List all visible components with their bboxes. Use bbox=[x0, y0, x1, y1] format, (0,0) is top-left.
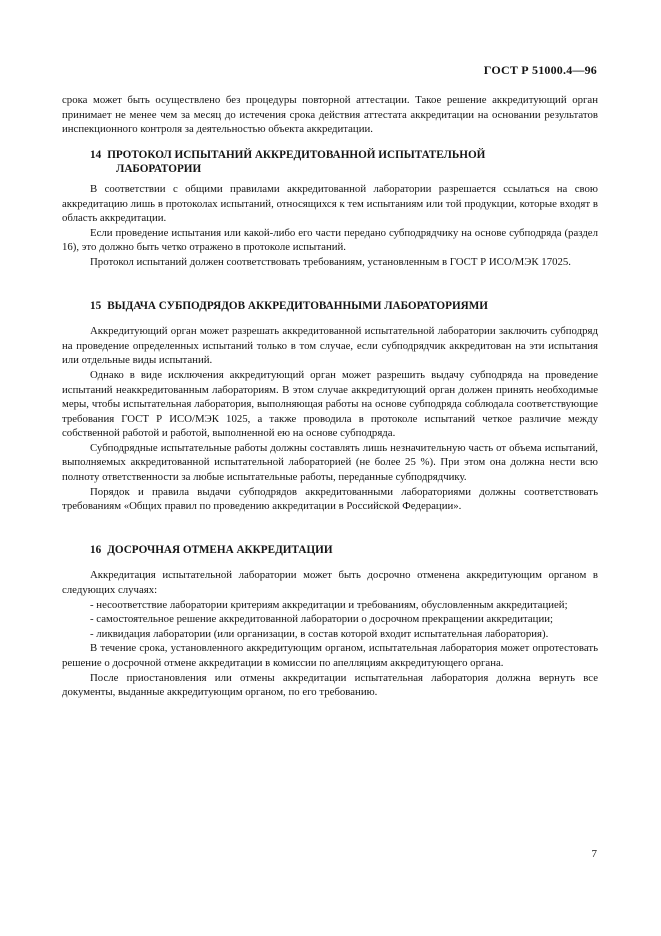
section-16-list-item-1: - несоответствие лаборатории критериям аккредитации и требованиям, обусловленным аккредитацией; bbox=[90, 598, 568, 611]
section-16-paragraph-1: Аккредитация испытательной лаборатории может быть досрочно отменена аккредитующим органом в следующих случаях: bbox=[62, 569, 598, 597]
section-15-number: 15 bbox=[90, 299, 102, 312]
section-15-paragraph-3: Субподрядные испытательные работы должны составлять лишь незначительную часть от объема испытаний, выполняемых аккредитованной испытательной лабораторией (не более 25 %). При этом она должна нести всю полноту ответственности за любые испытательные работы, переданные субподрядчику. bbox=[62, 441, 598, 484]
section-14-number: 14 bbox=[90, 148, 102, 161]
section-16-paragraph-3: После приостановления или отмены аккредитации испытательная лаборатория должна вернуть все документы, выданные аккредитующим органом, по его требованию. bbox=[62, 671, 598, 699]
section-14-paragraph-1: В соответствии с общими правилами аккредитованной лаборатории разрешается ссылаться на свою аккредитацию лишь в протоколах испытаний, относящихся к тем испытаниям или той продукции, которые входят в область аккредитации. bbox=[62, 182, 598, 225]
document-standard-id: ГОСТ Р 51000.4—96 bbox=[483, 63, 597, 77]
section-15-paragraph-1: Аккредитующий орган может разрешать аккредитованной испытательной лаборатории заключить субподряд на проведение определенных испытаний только в том случае, если субподрядчик аккредитован на эти испытания или отдельные виды испытаний. bbox=[62, 325, 598, 367]
section-14-title-line1: ПРОТОКОЛ ИСПЫТАНИЙ АККРЕДИТОВАННОЙ ИСПЫТАТЕЛЬНОЙ bbox=[107, 148, 486, 161]
section-14-paragraph-3: Протокол испытаний должен соответствовать требованиям, установленным в ГОСТ Р ИСО/МЭК 17025. bbox=[90, 255, 571, 268]
section-16-paragraph-2: В течение срока, установленного аккредитующим органом, испытательная лаборатория может опротестовать решение о досрочной отмене аккредитации в комиссии по апелляциям аккредитующего органа. bbox=[62, 642, 598, 669]
page-number: 7 bbox=[591, 848, 597, 860]
section-16-heading bbox=[62, 543, 598, 558]
section-14-title-line2: ЛАБОРАТОРИИ bbox=[116, 163, 202, 176]
section-16-list-item-2: - самостоятельное решение аккредитованной лаборатории о досрочном прекращении аккредитации; bbox=[90, 613, 553, 626]
section-15-heading bbox=[62, 299, 598, 314]
intro-paragraph: срока может быть осуществлено без процедуры повторной аттестации. Такое решение аккредитующий орган принимает не менее чем за месяц до истечения срока действия аттестата аккредитации на основании результатов инспекционного контроля за деятельностью объекта аккредитации. bbox=[62, 94, 598, 136]
section-16-list-item-3: - ликвидация лаборатории (или организации, в состав которой входит испытательная лаборатория). bbox=[90, 627, 549, 640]
section-15-paragraph-4: Порядок и правила выдачи субподрядов аккредитованными лабораториями должны соответствовать требованиям «Общих правил по проведению аккредитации в Российской Федерации». bbox=[62, 485, 598, 513]
section-15-paragraph-2: Однако в виде исключения аккредитующий орган может разрешить выдачу субподряда на проведение испытаний неаккредитованным лабораториям. В этом случае аккредитующий орган должен принять необходимые меры, чтобы испытательная лаборатория, выполняющая работы на основе субподряда соблюдала соответствующие требования ГОСТ Р ИСО/МЭК 1025, а также проводила в протоколе испытаний четкое различие между собственной работой и работой, выполненной ею на основе субподряда. bbox=[62, 368, 598, 440]
section-16-title: ДОСРОЧНАЯ ОТМЕНА АККРЕДИТАЦИИ bbox=[107, 543, 333, 556]
section-14-paragraph-2: Если проведение испытания или какой-либо его части передано субподрядчику на основе субподряда (раздел 16), это должно быть четко отражено в протоколе испытаний. bbox=[62, 226, 598, 254]
section-16-number: 16 bbox=[90, 543, 102, 556]
section-15-title: ВЫДАЧА СУБПОДРЯДОВ АККРЕДИТОВАННЫМИ ЛАБОРАТОРИЯМИ bbox=[107, 299, 489, 312]
section-14-heading bbox=[62, 148, 598, 177]
document-body bbox=[62, 93, 598, 700]
